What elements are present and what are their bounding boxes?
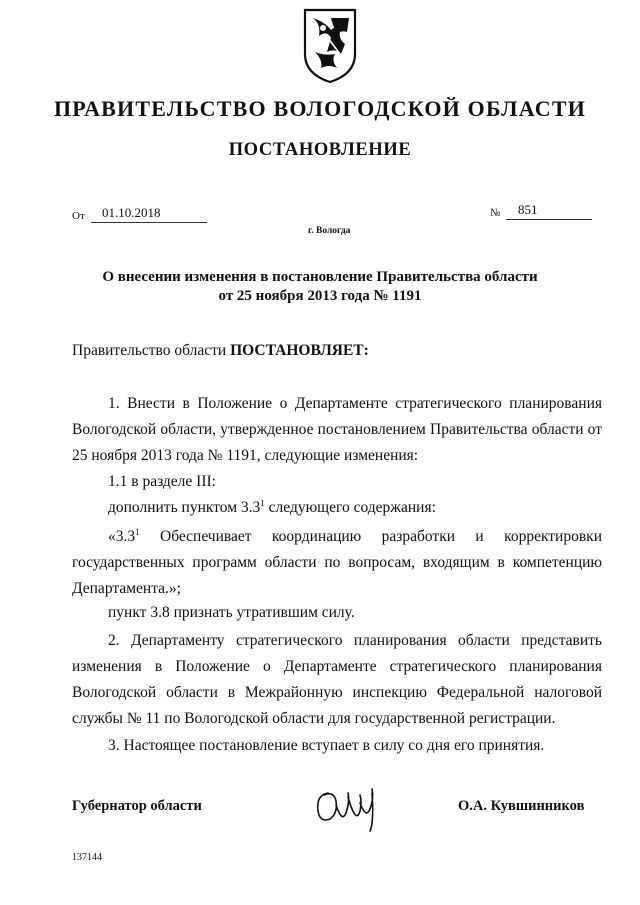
paragraph-item-2: 2. Департаменту стратегического планирования области представить изменения в Положение о Департаменте стратегического планирования Вологодской области в Межрайонную инспекцию Федеральной налоговой службы № 11 по Вологодской области для государственной регистрации.	[72, 632, 602, 727]
paragraph-item-3: 3. Настоящее постановление вступает в силу со дня его принятия.	[108, 737, 545, 754]
add-point-text: дополнить пунктом 3.3	[108, 499, 261, 516]
subject-line-2: от 25 ноября 2013 года № 1191	[218, 288, 422, 304]
document-number: 851	[518, 202, 538, 217]
add-point-text-tail: следующего содержания:	[264, 499, 436, 516]
signatory-name: О.А. Кувшинников	[458, 798, 585, 814]
paragraph-item-1: 1. Внести в Положение о Департаменте стратегического планирования Вологодской области, утвержденное постановлением Правительства области от 25 ноября 2013 года № 1191, следующие изменения:	[72, 395, 602, 464]
document-type: ПОСТАНОВЛЕНИЕ	[228, 140, 412, 160]
number-prefix: №	[490, 207, 501, 219]
preamble-text: Правительство области	[72, 342, 231, 359]
date-prefix: От	[72, 210, 85, 222]
paragraph-quote	[72, 524, 602, 602]
add-point-superscript: 1	[260, 497, 265, 508]
date-underline	[91, 221, 207, 223]
city-label: г. Вологда	[308, 226, 351, 236]
signatory-role: Губернатор области	[72, 798, 202, 814]
government-title: ПРАВИТЕЛЬСТВО ВОЛОГОДСКОЙ ОБЛАСТИ	[53, 96, 587, 121]
number-underline	[506, 218, 592, 220]
paragraph-add-point	[108, 499, 436, 517]
coat-of-arms-emblem	[301, 8, 359, 84]
document-code: 137144	[72, 852, 102, 863]
preamble-decree-word: ПОСТАНОВЛЯЕТ:	[230, 342, 369, 359]
preamble	[72, 342, 369, 360]
subject-line-1: О внесении изменения в постановление Правительства области	[102, 269, 538, 285]
document-date: 01.10.2018	[102, 205, 161, 220]
handwritten-signature	[310, 783, 388, 833]
quote-text-start: «3.3	[108, 528, 136, 545]
paragraph-item-1-1: 1.1 в разделе III:	[108, 473, 216, 490]
document-subject	[0, 268, 640, 306]
paragraph-repeal: пункт 3.8 признать утратившим силу.	[108, 604, 355, 621]
quote-superscript: 1	[135, 526, 140, 537]
quote-text-body: Обеспечивает координацию разработки и корректировки государственных программ области по вопросам, входящим в компетенцию Департамента.»;	[72, 528, 602, 597]
